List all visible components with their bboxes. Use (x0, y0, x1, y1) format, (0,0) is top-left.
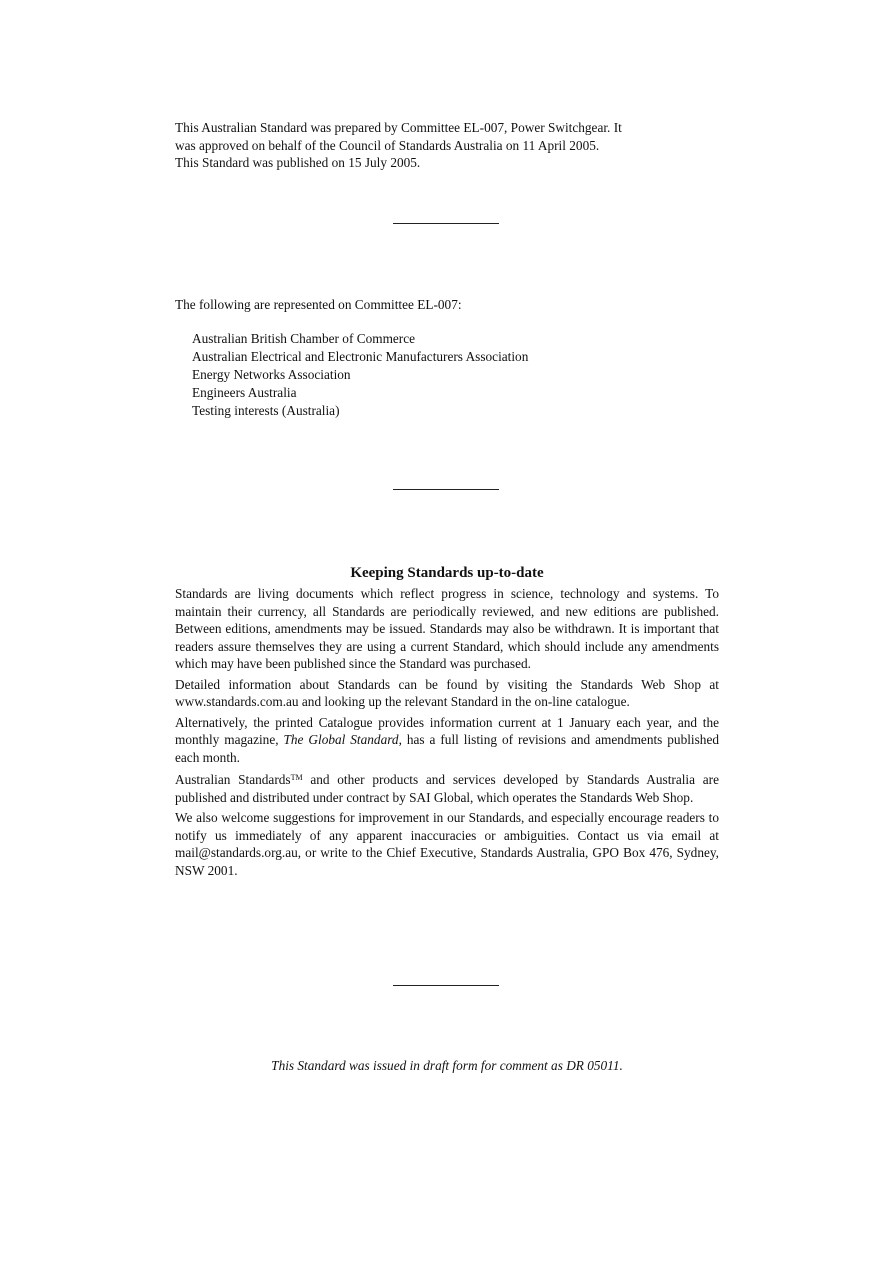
paragraph-sai-global: Australian Standards™ and other products and services developed by Standards Australia are published and distributed under contract by SAI Global, which operates the Standards Web Shop. (175, 772, 719, 805)
paragraph-living-documents: Standards are living documents which reflect progress in science, technology and systems. To maintain their currency, all Standards are periodically reviewed, and new editions are published. Between editions, amendments may be issued. Standards may also be withdrawn. It is important that readers assure themselves they are using a current Standard, which should include any amendments which may have been published since the Standard was purchased. (175, 586, 719, 671)
list-item: Testing interests (Australia) (192, 403, 340, 418)
preparation-line-1: This Australian Standard was prepared by Committee EL-007, Power Switchgear. It (175, 120, 622, 135)
divider-rule (393, 985, 499, 986)
preparation-line-2: was approved on behalf of the Council of Standards Australia on 11 April 2005. (175, 137, 600, 153)
preparation-line-3: This Standard was published on 15 July 2005. (175, 155, 421, 170)
draft-note: This Standard was issued in draft form for comment as DR 05011. (271, 1058, 623, 1073)
section-heading: Keeping Standards up-to-date (350, 565, 544, 581)
divider-rule (393, 489, 499, 490)
list-item: Australian Electrical and Electronic Manufacturers Association (192, 349, 529, 364)
committee-member-list (192, 330, 719, 420)
trademark-mark: TM (290, 773, 303, 782)
committee-intro: The following are represented on Committee EL-007: (175, 297, 462, 312)
list-item: Energy Networks Association (192, 367, 351, 382)
divider-rule (393, 223, 499, 224)
preparation-statement (175, 119, 719, 172)
list-item: Australian British Chamber of Commerce (192, 331, 416, 346)
list-item: Engineers Australia (192, 385, 297, 400)
paragraph-suggestions: We also welcome suggestions for improvement in our Standards, and especially encourage readers to notify us immediately of any apparent inaccuracies or ambiguities. Contact us via email at mail@standards.org.au, or write to the Chief Executive, Standards Australia, GPO Box 476, Sydney, NSW 2001. (175, 810, 719, 878)
paragraph-web-shop: Detailed information about Standards can be found by visiting the Standards Web Shop at www.standards.com.au and looking up the relevant Standard in the on-line catalogue. (175, 676, 719, 709)
magazine-title: The Global Standard (283, 732, 399, 747)
keeping-up-to-date-body (175, 585, 719, 882)
paragraph-catalogue: Alternatively, the printed Catalogue provides information current at 1 January each year, and the monthly magazine, The Global Standard, has a full listing of revisions and amendments published each month. (175, 714, 719, 765)
